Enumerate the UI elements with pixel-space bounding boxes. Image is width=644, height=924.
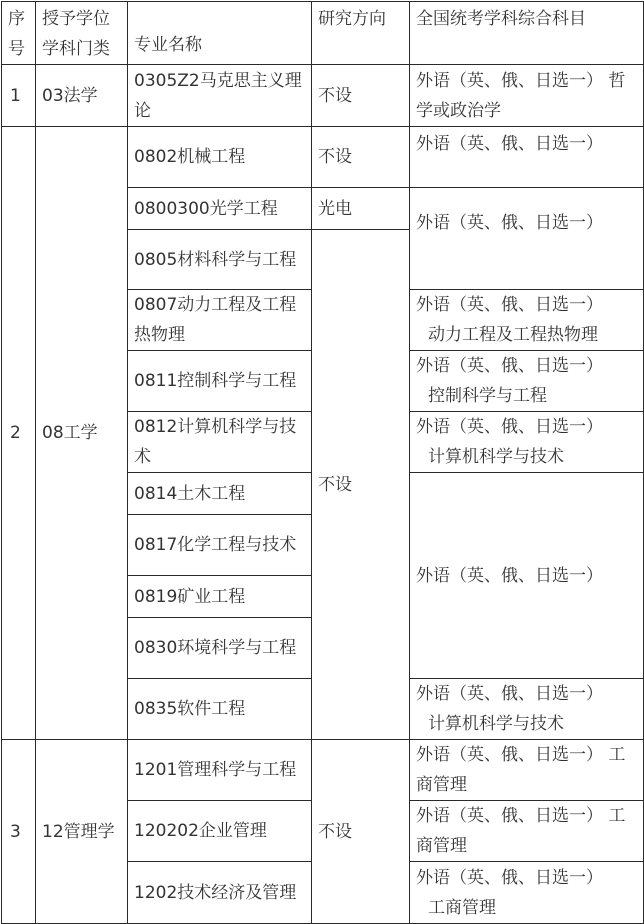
- major-cell: 0814土木工程: [128, 473, 312, 515]
- direction-cell: 不设: [312, 127, 410, 188]
- exam-cell: 外语（英、俄、日选一） 哲学或政治学: [410, 65, 644, 127]
- exam-cell: 外语（英、俄、日选一）: [410, 127, 644, 188]
- seq-cell: 1: [2, 65, 36, 127]
- direction-cell: 光电: [312, 188, 410, 230]
- major-cell: 0830环境科学与工程: [128, 618, 312, 679]
- category-cell: 08工学: [36, 127, 128, 740]
- header-exam: 全国统考学科综合科目: [410, 2, 644, 65]
- major-cell: 1201管理科学与工程: [128, 740, 312, 801]
- exam-cell: [410, 412, 644, 473]
- major-cell: 0805材料科学与工程: [128, 230, 312, 290]
- direction-cell: 不设: [312, 230, 410, 740]
- exam-cell: 外语（英、俄、日选一） 工商管理: [410, 801, 644, 862]
- header-category: 授予学位学科门类: [36, 2, 128, 65]
- exam-line-1: 外语（英、俄、日选一）: [416, 356, 603, 376]
- major-cell: 0305Z2马克思主义理论: [128, 65, 312, 127]
- header-direction: 研究方向: [312, 2, 410, 65]
- exam-line-2: 动力工程及工程热物理: [428, 325, 598, 345]
- header-major: 专业名称: [128, 2, 312, 65]
- major-cell: 0811控制科学与工程: [128, 351, 312, 412]
- degree-majors-table: [1, 1, 644, 924]
- exam-line-1: 外语（英、俄、日选一）: [416, 417, 603, 437]
- major-cell: 0802机械工程: [128, 127, 312, 188]
- major-cell: 0800300光学工程: [128, 188, 312, 230]
- exam-cell: [410, 679, 644, 740]
- header-seq: 序号: [2, 2, 36, 65]
- major-cell: 0819矿业工程: [128, 576, 312, 618]
- direction-cell: 不设: [312, 65, 410, 127]
- exam-line-2: 控制科学与工程: [428, 386, 547, 406]
- exam-line-2: 计算机科学与技术: [428, 714, 564, 734]
- exam-cell: 外语（英、俄、日选一）: [410, 473, 644, 679]
- table-row: [2, 65, 644, 127]
- direction-cell: 不设: [312, 740, 410, 924]
- table-row: [2, 127, 644, 188]
- exam-line-1: 外语（英、俄、日选一）: [416, 867, 603, 888]
- major-cell: 1202技术经济及管理: [128, 862, 312, 924]
- exam-cell: 外语（英、俄、日选一）: [410, 188, 644, 290]
- exam-cell: 外语（英、俄、日选一） 工商管理: [410, 740, 644, 801]
- exam-line-2: 工商管理: [428, 897, 496, 918]
- exam-cell: [410, 862, 644, 924]
- exam-line-2: 计算机科学与技术: [428, 447, 564, 467]
- table-row: [2, 740, 644, 801]
- exam-cell: [410, 351, 644, 412]
- major-cell: 0812计算机科学与技术: [128, 412, 312, 473]
- exam-cell: [410, 290, 644, 351]
- category-cell: 12管理学: [36, 740, 128, 924]
- category-cell: 03法学: [36, 65, 128, 127]
- major-cell: 0817化学工程与技术: [128, 515, 312, 576]
- major-cell: 120202企业管理: [128, 801, 312, 862]
- exam-line-1: 外语（英、俄、日选一）: [416, 684, 603, 704]
- major-cell: 0835软件工程: [128, 679, 312, 740]
- major-cell: 0807动力工程及工程热物理: [128, 290, 312, 351]
- seq-cell: 3: [2, 740, 36, 924]
- table-header-row: [2, 2, 644, 65]
- seq-cell: 2: [2, 127, 36, 740]
- exam-line-1: 外语（英、俄、日选一）: [416, 295, 603, 315]
